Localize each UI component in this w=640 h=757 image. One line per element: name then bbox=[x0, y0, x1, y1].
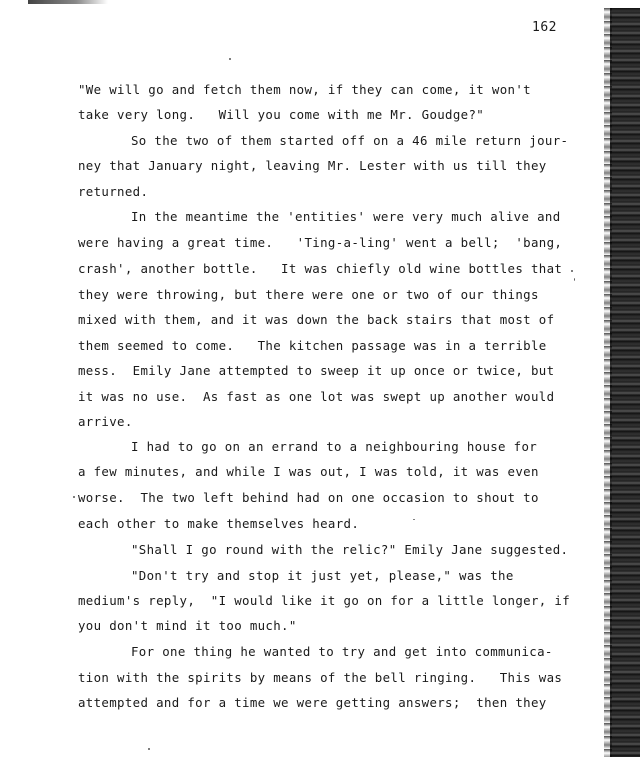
scan-speck bbox=[148, 748, 150, 750]
page-number: 162 bbox=[532, 20, 557, 35]
text-line: ney that January night, leaving Mr. Lester with us till they bbox=[78, 158, 547, 173]
scan-speck bbox=[413, 519, 415, 520]
text-line: them seemed to come. The kitchen passage was in a terrible bbox=[78, 338, 547, 353]
text-line: were having a great time. 'Ting-a-ling' went a bell; 'bang, bbox=[78, 235, 563, 250]
scan-top-edge bbox=[28, 0, 108, 4]
text-line: I had to go on an errand to a neighbouring house for bbox=[131, 439, 538, 454]
text-line: medium's reply, "I would like it go on for a little longer, if bbox=[78, 593, 571, 608]
text-line: So the two of them started off on a 46 mile return jour- bbox=[131, 133, 569, 148]
text-line: "Shall I go round with the relic?" Emily Jane suggested. bbox=[131, 542, 569, 557]
scan-speck bbox=[574, 278, 575, 281]
text-line: returned. bbox=[78, 184, 149, 199]
text-line: arrive. bbox=[78, 414, 133, 429]
text-line: mess. Emily Jane attempted to sweep it up once or twice, but bbox=[78, 363, 555, 378]
text-line: "Don't try and stop it just yet, please," was the bbox=[131, 568, 514, 583]
text-line: it was no use. As fast as one lot was swept up another would bbox=[78, 389, 555, 404]
text-line: a few minutes, and while I was out, I was told, it was even bbox=[78, 464, 539, 479]
text-line: mixed with them, and it was down the back stairs that most of bbox=[78, 312, 555, 327]
text-line: worse. The two left behind had on one occasion to shout to bbox=[78, 490, 539, 505]
text-line: take very long. Will you come with me Mr. Goudge?" bbox=[78, 107, 485, 122]
text-line: crash', another bottle. It was chiefly old wine bottles that bbox=[78, 261, 563, 276]
text-line: "We will go and fetch them now, if they can come, it won't bbox=[78, 82, 531, 97]
scan-speck bbox=[73, 496, 75, 498]
text-line: you don't mind it too much." bbox=[78, 618, 297, 633]
text-line: tion with the spirits by means of the bell ringing. This was bbox=[78, 670, 563, 685]
scan-speck bbox=[229, 58, 231, 60]
text-line: For one thing he wanted to try and get into communica- bbox=[131, 644, 553, 659]
text-line: attempted and for a time we were getting answers; then they bbox=[78, 695, 547, 710]
text-line: they were throwing, but there were one or two of our things bbox=[78, 287, 539, 302]
text-line: In the meantime the 'entities' were very much alive and bbox=[131, 209, 561, 224]
text-line: each other to make themselves heard. bbox=[78, 516, 360, 531]
scan-right-edge bbox=[610, 8, 640, 757]
scan-speck bbox=[571, 270, 573, 272]
